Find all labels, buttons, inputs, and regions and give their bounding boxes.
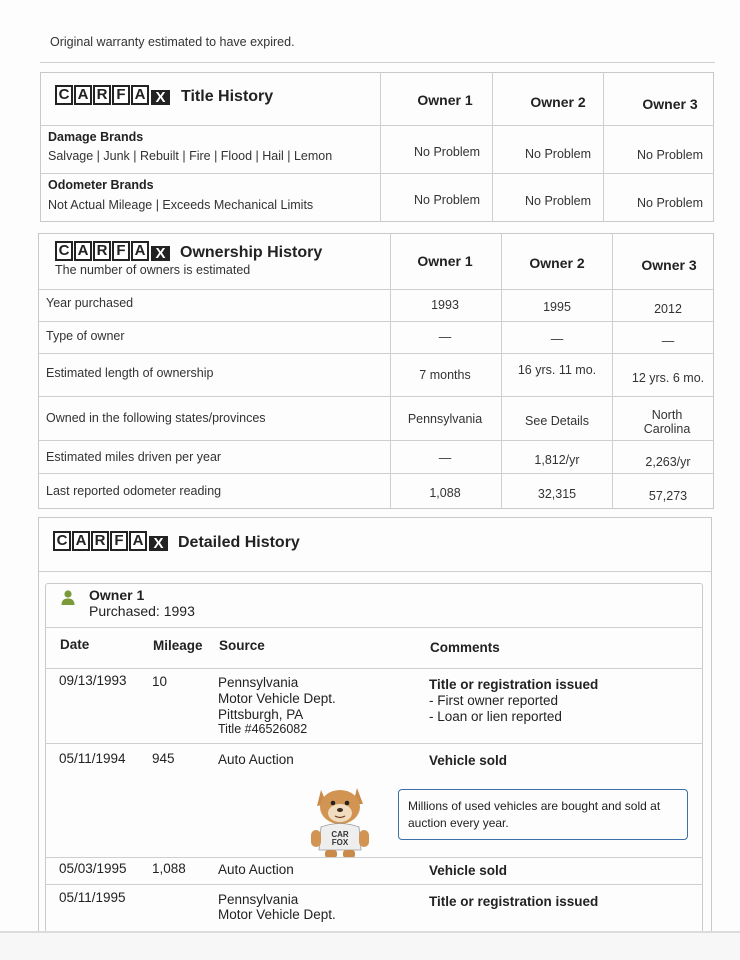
- length-owner-1: 7 months: [419, 368, 471, 382]
- row-label-year: Year purchased: [46, 296, 134, 310]
- owner-1-card: [45, 583, 703, 933]
- damage-brands-detail: Salvage | Junk | Rebuilt | Fire | Flood | Hail | Lemon: [48, 149, 333, 163]
- record-3-source-1: Auto Auction: [218, 862, 294, 877]
- miles-owner-3: 2,263/yr: [645, 455, 691, 469]
- owner-3-header: Owner 3: [641, 257, 697, 273]
- col-date: Date: [60, 637, 90, 652]
- carfax-logo: C A R F A X: [53, 531, 168, 551]
- record-1-comment-title: Title or registration issued: [429, 677, 599, 692]
- year-owner-2: 1995: [543, 300, 571, 314]
- record-3-comment-title: Vehicle sold: [429, 863, 508, 878]
- odometer-brands-heading: Odometer Brands: [48, 178, 154, 192]
- svg-text:CAR: CAR: [331, 830, 349, 839]
- warranty-note: Original warranty estimated to have expired.: [50, 35, 295, 49]
- record-2-comment-title: Vehicle sold: [429, 753, 508, 768]
- detailed-history-heading: Detailed History: [178, 534, 300, 551]
- record-2-mileage: 945: [152, 751, 175, 766]
- carfox-mascot: [305, 782, 377, 860]
- record-1-comment-1: - First owner reported: [429, 693, 559, 708]
- carfax-logo: C A R F A X: [55, 85, 170, 105]
- damage-owner-1: No Problem: [414, 145, 480, 159]
- col-source: Source: [219, 638, 265, 653]
- row-label-miles: Estimated miles driven per year: [46, 450, 222, 464]
- miles-owner-1: —: [438, 451, 452, 465]
- record-1-source-2: Motor Vehicle Dept.: [218, 691, 336, 706]
- year-owner-1: 1993: [431, 298, 459, 312]
- odo-owner-3: 57,273: [648, 489, 688, 503]
- record-1-source-4: Title #46526082: [218, 722, 308, 736]
- record-3-date: 05/03/1995: [59, 861, 127, 876]
- carfax-logo: C A R F A X: [55, 241, 170, 261]
- odo-owner-1: 1,088: [429, 486, 461, 500]
- miles-owner-2: 1,812/yr: [534, 453, 580, 467]
- length-owner-2: 16 yrs. 11 mo.: [517, 363, 597, 377]
- row-label-length: Estimated length of ownership: [46, 366, 214, 380]
- ownership-subtitle: The number of owners is estimated: [55, 263, 251, 277]
- record-1-date: 09/13/1993: [59, 673, 127, 688]
- damage-owner-2: No Problem: [525, 147, 591, 161]
- owner-1-label: Owner 1: [89, 587, 145, 603]
- record-4-source-1: Pennsylvania: [218, 892, 299, 907]
- divider: [40, 62, 715, 63]
- owner-icon: [60, 589, 76, 607]
- odometer-brands-detail: Not Actual Mileage | Exceeds Mechanical Limits: [48, 198, 314, 212]
- record-2-date: 05/11/1994: [59, 751, 126, 766]
- record-1-mileage: 10: [152, 674, 168, 689]
- record-1-comment-2: - Loan or lien reported: [429, 709, 562, 724]
- damage-owner-3: No Problem: [637, 148, 703, 162]
- record-4-comment-title: Title or registration issued: [429, 894, 599, 909]
- type-owner-2: —: [550, 332, 564, 346]
- owner-1-header: Owner 1: [417, 253, 473, 269]
- record-4-source-2: Motor Vehicle Dept.: [218, 907, 336, 922]
- odometer-owner-2: No Problem: [525, 194, 591, 208]
- owner-3-header: Owner 3: [642, 96, 698, 112]
- owner-1-header: Owner 1: [417, 92, 473, 108]
- title-history-heading: Title History: [181, 88, 274, 105]
- states-owner-3: North Carolina: [643, 408, 691, 436]
- states-owner-2: See Details: [525, 414, 589, 428]
- owner-1-purchased: Purchased: 1993: [89, 603, 195, 619]
- record-2-source-1: Auto Auction: [218, 752, 294, 767]
- owner-2-header: Owner 2: [530, 94, 586, 110]
- record-4-date: 05/11/1995: [59, 890, 126, 905]
- type-owner-1: —: [438, 330, 452, 344]
- record-3-mileage: 1,088: [152, 861, 186, 876]
- damage-brands-heading: Damage Brands: [48, 130, 144, 144]
- length-owner-3: 12 yrs. 6 mo.: [631, 371, 705, 385]
- row-label-states: Owned in the following states/provinces: [46, 411, 266, 425]
- auction-tip-box: [398, 789, 688, 840]
- record-1-source-1: Pennsylvania: [218, 675, 299, 690]
- row-label-type: Type of owner: [46, 329, 125, 343]
- row-label-odometer: Last reported odometer reading: [46, 484, 222, 498]
- owner-2-header: Owner 2: [529, 255, 585, 271]
- ownership-history-heading: Ownership History: [180, 244, 323, 261]
- odo-owner-2: 32,315: [537, 487, 577, 501]
- auction-tip-text: Millions of used vehicles are bought and sold at auction every year.: [408, 799, 661, 830]
- states-owner-1: Pennsylvania: [407, 412, 483, 426]
- odometer-owner-1: No Problem: [414, 193, 480, 207]
- type-owner-3: —: [661, 334, 675, 348]
- record-1-source-3: Pittsburgh, PA: [218, 707, 304, 722]
- svg-text:FOX: FOX: [331, 838, 349, 847]
- col-comments: Comments: [430, 640, 500, 655]
- page-bottom-edge: [0, 931, 740, 960]
- col-mileage: Mileage: [153, 638, 203, 653]
- year-owner-3: 2012: [654, 302, 682, 316]
- odometer-owner-3: No Problem: [637, 196, 703, 210]
